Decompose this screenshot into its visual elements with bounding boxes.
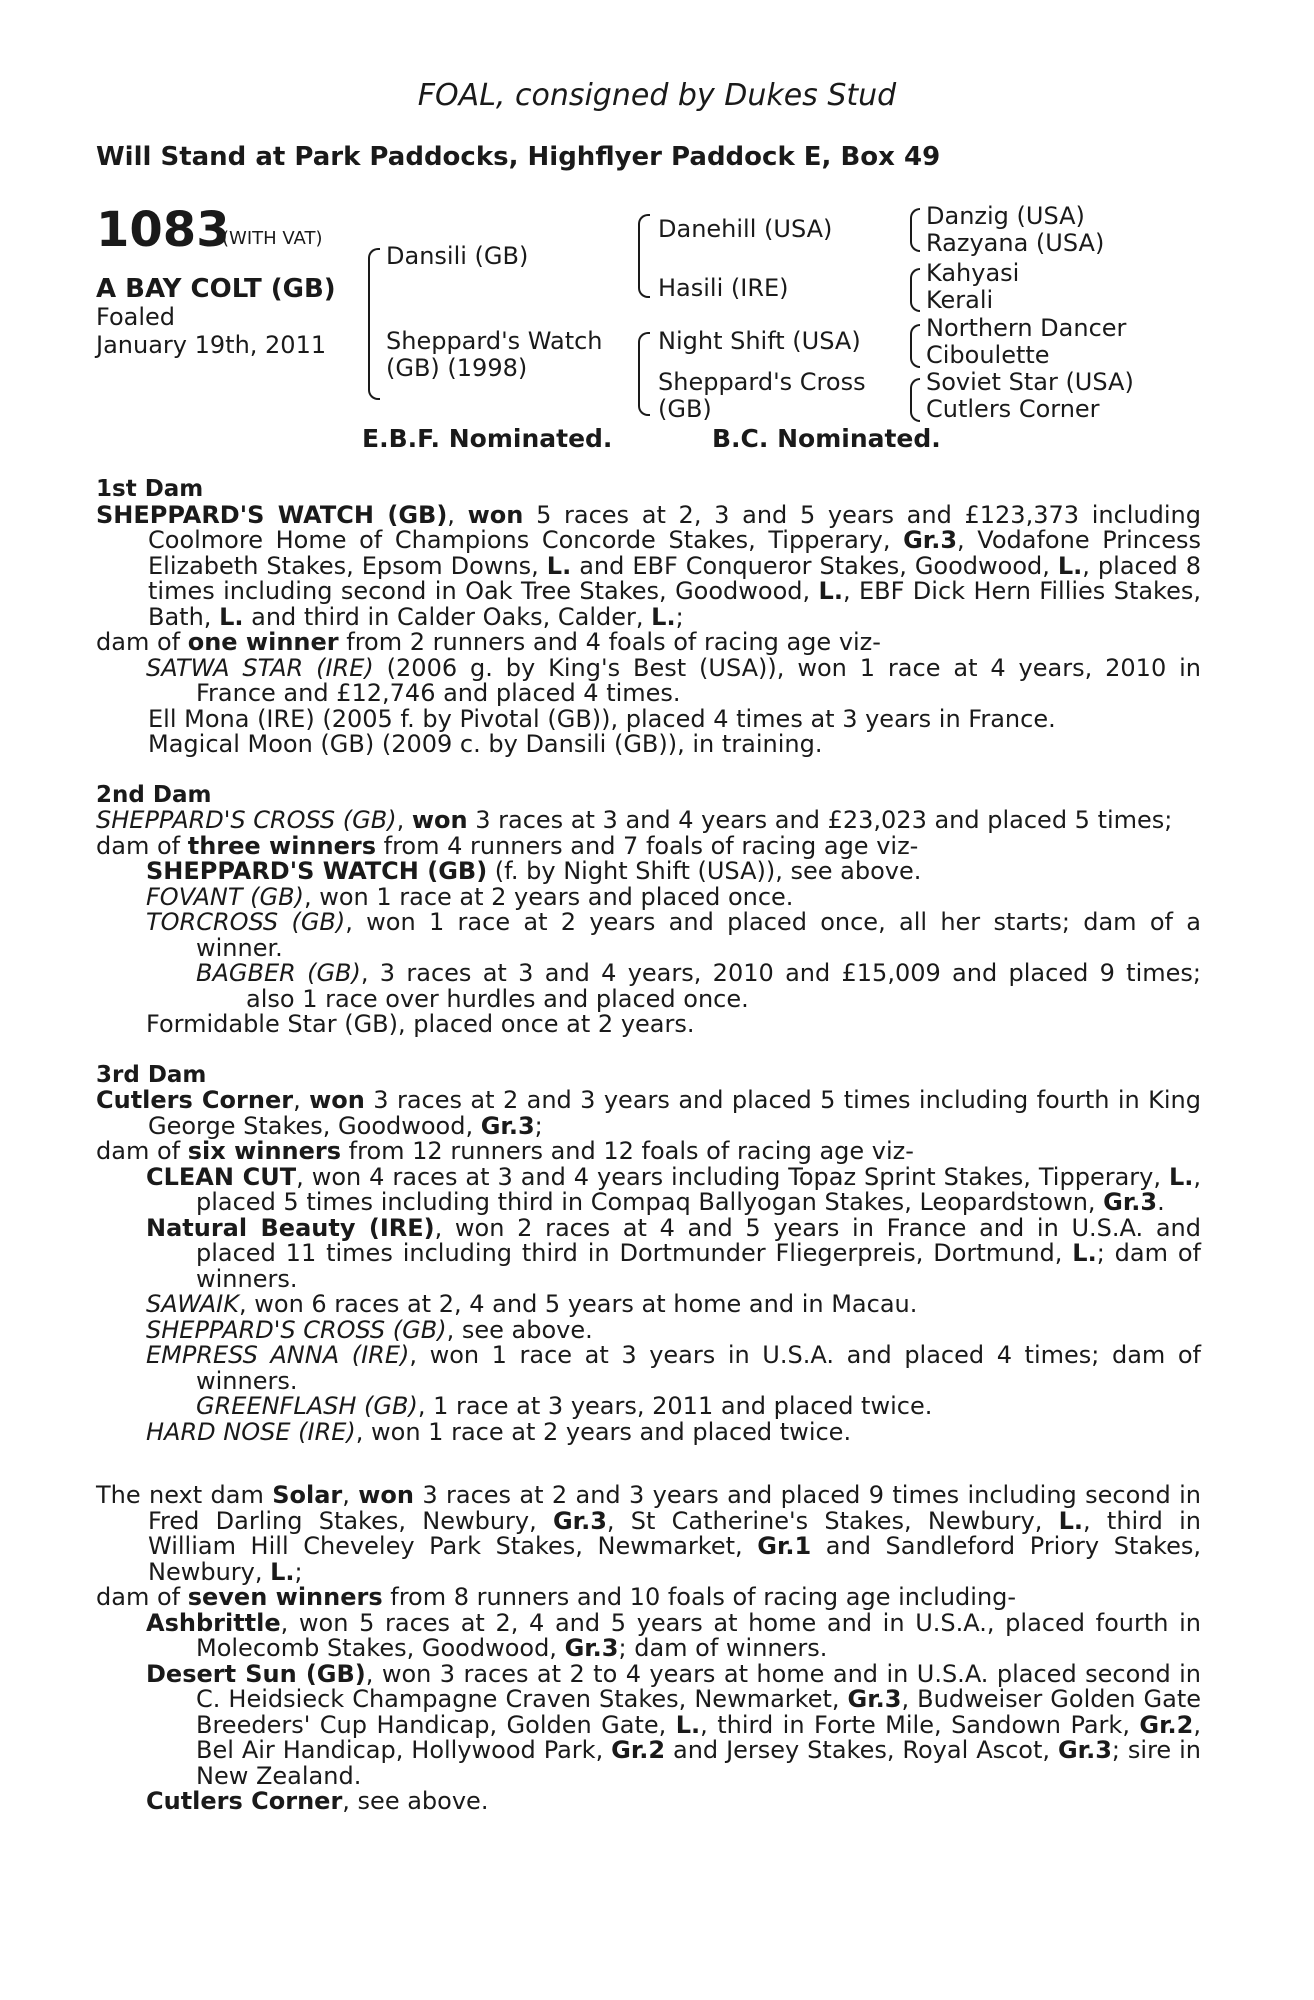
first-dam-title: 1st Dam: [96, 476, 204, 502]
third-dam-produce: dam of six winners from 12 runners and 12 foals of racing age viz-: [96, 1137, 914, 1165]
third-dam-title: 3rd Dam: [96, 1061, 207, 1088]
brace-gen1: [368, 248, 380, 400]
first-dam-produce: dam of one winner from 2 runners and 4 foals of racing age viz-: [96, 628, 881, 656]
produce-item: Magical Moon (GB) (2009 c. by Dansili (GB)), in training.: [148, 730, 823, 758]
third-dam-section: [96, 1063, 1201, 1446]
produce-item: SATWA STAR (IRE) (2006 g. by King's Best (USA)), won 1 race at 4 years, 2010 in France and £12,746 and placed 4 times.: [146, 653, 1201, 707]
first-dam-section: [96, 477, 1201, 758]
next-dam-produce: dam of seven winners from 8 runners and 10 foals of racing age including-: [96, 1583, 1017, 1611]
stand-location: Will Stand at Park Paddocks, Highflyer Paddock E, Box 49: [96, 142, 941, 172]
second-dam-para: SHEPPARD'S CROSS (GB), won 3 races at 3 and 4 years and £23,023 and placed 5 times;: [96, 806, 1173, 834]
brace-dam: [638, 332, 650, 416]
produce-item: FOVANT (GB), won 1 race at 2 years and placed once.: [146, 882, 794, 911]
second-dam-section: [96, 783, 1201, 1038]
produce-item: Natural Beauty (IRE), won 2 races at 4 and 5 years in France and in U.S.A. and placed 11 times including third in Dortmunder Fliegerpreis, Dortmund, L.; dam of winners.: [146, 1213, 1202, 1293]
produce-item: GREENFLASH (GB), 1 race at 3 years, 2011 and placed twice.: [196, 1392, 933, 1420]
produce-item: TORCROSS (GB), won 1 race at 2 years and placed once, all her starts; dam of a winner.: [146, 908, 1201, 962]
lot-number: 1083: [96, 202, 230, 258]
produce-item: SHEPPARD'S WATCH (GB) (f. by Night Shift (USA)), see above.: [146, 857, 922, 885]
produce-item: CLEAN CUT, won 4 races at 3 and 4 years including Topaz Sprint Stakes, Tipperary, L., placed 5 times including third in Compaq Ballyogan Stakes, Leopardstown, Gr.3.: [146, 1162, 1201, 1216]
next-dam-para: The next dam Solar, won 3 races at 2 and 3 years and placed 9 times including second in Fred Darling Stakes, Newbury, Gr.3, St Catherine's Stakes, Newbury, L., third in William Hill Cheveley Park Stakes, Newmarket, Gr.1 and Sandleford Priory Stakes, Newbury, L.;: [96, 1481, 1201, 1586]
foaled-date: January 19th, 2011: [96, 331, 327, 359]
second-dam-title: 2nd Dam: [96, 781, 212, 808]
ped-sire-dam: Hasili (IRE): [658, 274, 789, 302]
produce-item: SHEPPARD'S CROSS (GB), see above.: [146, 1315, 593, 1344]
produce-item: Cutlers Corner, see above.: [146, 1787, 489, 1815]
brace-g3-1: [910, 208, 920, 252]
next-dam-section: [96, 1483, 1201, 1815]
produce-item: Ell Mona (IRE) (2005 f. by Pivotal (GB)), placed 4 times at 3 years in France.: [148, 704, 1056, 733]
ped-sire: Dansili (GB): [386, 242, 529, 270]
brace-g3-2: [910, 268, 920, 312]
ped-dss: Northern Dancer: [926, 314, 1127, 342]
produce-item: Ashbrittle, won 5 races at 2, 4 and 5 years at home and in U.S.A., placed fourth in Molecomb Stakes, Goodwood, Gr.3; dam of winners.: [146, 1608, 1201, 1662]
page-header: FOAL, consigned by Dukes Stud: [417, 78, 897, 113]
ped-sire-sire: Danehill (USA): [658, 215, 833, 243]
bc-nominated: B.C. Nominated.: [712, 424, 941, 453]
ped-dam-dam: Sheppard's Cross (GB): [658, 368, 866, 423]
produce-item: BAGBER (GB), 3 races at 3 and 4 years, 2010 and £15,009 and placed 9 times; also 1 race over hurdles and placed once.: [196, 959, 1201, 1013]
foaled-info: [96, 303, 326, 359]
ped-dsd: Ciboulette: [926, 341, 1050, 369]
brace-g3-4: [910, 378, 920, 422]
vat-label: (WITH VAT): [222, 228, 323, 249]
lot-title: A BAY COLT (GB): [96, 274, 336, 304]
brace-g3-3: [910, 324, 920, 368]
ped-sss: Danzig (USA): [926, 202, 1085, 230]
brace-sire: [638, 214, 650, 298]
first-dam-para: SHEPPARD'S WATCH (GB), won 5 races at 2, 3 and 5 years and £123,373 including Coolmore Home of Champions Concorde Stakes, Tipperary, Gr.3, Vodafone Princess Elizabeth Stakes, Epsom Downs, L. and EBF Conqueror Stakes, Goodwood, L., placed 8 times including second in Oak Tree Stakes, Goodwood, L., EBF Dick Hern Fillies Stakes, Bath, L. and third in Calder Oaks, Calder, L.;: [96, 500, 1201, 631]
foaled-label: Foaled: [96, 303, 176, 331]
produce-item: HARD NOSE (IRE), won 1 race at 2 years and placed twice.: [146, 1417, 852, 1446]
ebf-nominated: E.B.F. Nominated.: [362, 424, 613, 453]
third-dam-para: Cutlers Corner, won 3 races at 2 and 3 years and placed 5 times including fourth in King George Stakes, Goodwood, Gr.3;: [96, 1086, 1201, 1140]
ped-dam: Sheppard's Watch (GB) (1998): [386, 327, 603, 382]
produce-item: SAWAIK, won 6 races at 2, 4 and 5 years at home and in Macau.: [146, 1290, 918, 1318]
produce-item: EMPRESS ANNA (IRE), won 1 race at 3 years in U.S.A. and placed 4 times; dam of winners.: [146, 1341, 1201, 1395]
produce-item: Formidable Star (GB), placed once at 2 years.: [146, 1010, 695, 1038]
catalogue-body: [96, 477, 1201, 1840]
ped-ddd: Cutlers Corner: [926, 395, 1100, 423]
ped-sds: Kahyasi: [926, 259, 1020, 287]
second-dam-produce: dam of three winners from 4 runners and 7 foals of racing age viz-: [96, 831, 919, 860]
ped-ssd: Razyana (USA): [926, 229, 1105, 257]
ped-sdd: Kerali: [926, 286, 994, 314]
produce-item: Desert Sun (GB), won 3 races at 2 to 4 years at home and in U.S.A. placed second in C. Heidsieck Champagne Craven Stakes, Newmarket, Gr.3, Budweiser Golden Gate Breeders' Cup Handicap, Golden Gate, L., third in Forte Mile, Sandown Park, Gr.2, Bel Air Handicap, Hollywood Park, Gr.2 and Jersey Stakes, Royal Ascot, Gr.3; sire in New Zealand.: [146, 1659, 1202, 1790]
ped-dds: Soviet Star (USA): [926, 368, 1134, 396]
ped-dam-sire: Night Shift (USA): [658, 327, 861, 355]
